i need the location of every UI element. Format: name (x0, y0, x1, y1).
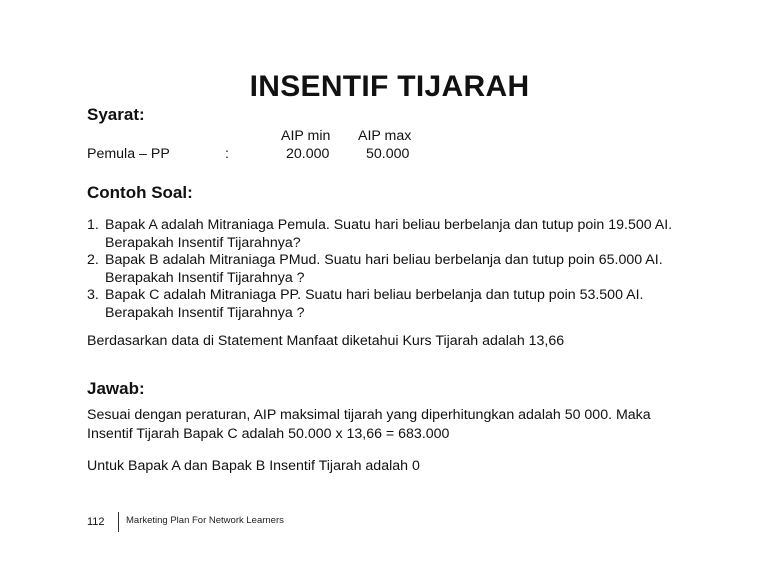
exchange-rate-note: Berdasarkan data di Statement Manfaat diketahui Kurs Tijarah adalah 13,66 (87, 333, 565, 349)
question-list (87, 217, 727, 322)
question-prompt: Berapakah Insentif Tijarahnya ? (105, 269, 305, 286)
question-number: 3. (87, 287, 99, 303)
question-prompt: Berapakah Insentif Tijarahnya? (105, 234, 301, 251)
answer-line: Sesuai dengan peraturan, AIP maksimal tijarah yang diperhitungkan adalah 50 000. Maka (87, 407, 651, 423)
question-item (87, 252, 727, 287)
requirement-separator: : (225, 146, 229, 162)
column-header-aip-min: AIP min (281, 128, 331, 144)
question-text: Bapak B adalah Mitraniaga PMud. Suatu hari beliau berbelanja dan tutup poin 65.000 AI. (105, 252, 663, 268)
question-text: Bapak C adalah Mitraniaga PP. Suatu hari beliau berbelanja dan tutup poin 53.500 AI. (105, 287, 644, 303)
question-item (87, 217, 727, 252)
question-item (87, 287, 727, 322)
question-number: 2. (87, 252, 99, 268)
requirement-aip-min-value: 20.000 (286, 146, 330, 162)
answer-heading: Jawab: (87, 379, 145, 398)
question-prompt: Berapakah Insentif Tijarahnya ? (105, 304, 305, 321)
question-text: Bapak A adalah Mitraniaga Pemula. Suatu hari beliau berbelanja dan tutup poin 19.500 AI. (105, 217, 673, 233)
requirements-heading: Syarat: (87, 105, 145, 124)
page-number: 112 (87, 516, 105, 528)
question-number: 1. (87, 217, 99, 233)
page-title: INSENTIF TIJARAH (249, 70, 530, 103)
requirement-label: Pemula – PP (87, 146, 170, 162)
book-title: Marketing Plan For Network Learners (126, 515, 284, 526)
answer-line: Insentif Tijarah Bapak C adalah 50.000 x 13,66 = 683.000 (87, 426, 450, 442)
answer-conclusion: Untuk Bapak A dan Bapak B Insentif Tijarah adalah 0 (87, 458, 420, 474)
footer-divider (118, 512, 119, 532)
column-header-aip-max: AIP max (358, 128, 412, 144)
example-heading: Contoh Soal: (87, 183, 193, 202)
requirement-aip-max-value: 50.000 (366, 146, 410, 162)
